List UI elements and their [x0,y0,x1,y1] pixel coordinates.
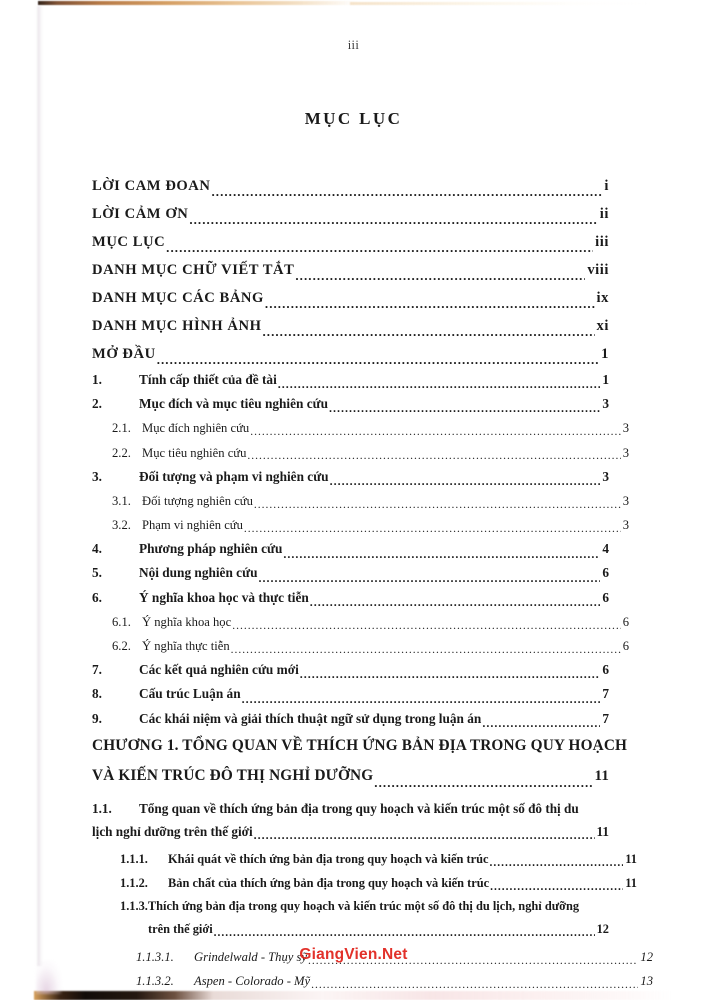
toc-entry-page: 3 [602,468,609,484]
toc-entry-number: 2. [92,396,102,412]
toc-entry-9[interactable] [92,707,609,731]
toc-entry-page: 3 [622,421,629,436]
leader-dots [311,980,638,992]
table-of-contents [92,172,653,994]
toc-entry-loi-cam-doan[interactable] [92,172,609,200]
toc-entry-page: 6 [622,614,629,629]
leader-dots [231,645,621,657]
toc-entry-number: 2.1. [112,421,131,436]
toc-entry-page: ix [596,290,609,306]
toc-entry-label: Tính cấp thiết của đề tài [139,371,277,387]
page-number: iii [347,38,360,52]
toc-entry-page: 11 [596,823,609,839]
toc-entry-page: 12 [640,950,653,965]
toc-entry-page: i [604,178,609,194]
leader-dots [490,882,623,894]
toc-entry-number: 3. [92,468,102,484]
toc-entry-page: iii [595,234,609,250]
toc-entry-label: Mục đích và mục tiêu nghiên cứu [139,396,328,412]
toc-entry-5[interactable] [92,562,609,586]
toc-entry-label: Phạm vi nghiên cứu [142,518,243,533]
leader-dots [244,524,621,536]
toc-entry-1[interactable] [92,368,609,392]
toc-entry-label: Bản chất của thích ứng bản địa trong quy hoạch và kiến trúc [168,875,490,890]
toc-entry-label: DANH MỤC CHỮ VIẾT TẮT [92,262,295,278]
leader-dots [310,596,601,608]
scan-edge-left-artifact [36,6,43,966]
toc-entry-loi-cam-on[interactable] [92,200,609,228]
toc-entry-1-1[interactable] [92,797,609,843]
toc-entry-page: 11 [594,767,609,784]
leader-dots [242,693,601,705]
leader-dots [330,475,601,487]
toc-entry-number: 2.2. [112,445,131,460]
toc-entry-label: MỞ ĐẦU [92,346,156,362]
toc-entry-label: Các khái niệm và giải thích thuật ngữ sử dụng trong luận án [139,710,482,726]
toc-entry-number: 9. [92,710,102,726]
site-watermark: GiangVien.Net [299,946,408,963]
leader-dots [258,572,600,584]
toc-entry-label: Đối tượng nghiên cứu [142,493,253,508]
leader-dots [482,717,600,729]
leader-dots [283,548,600,560]
toc-entry-label: Khái quát về thích ứng bản địa trong quy hoạch và kiến trúc [168,851,489,866]
toc-entry-label: DANH MỤC CÁC BẢNG [92,290,264,306]
toc-entry-muc-luc[interactable] [92,228,609,256]
chapter-heading-line-1: CHƯƠNG 1. TỔNG QUAN VỀ THÍCH ỨNG BẢN ĐỊA TRONG QUY HOẠCH [92,736,628,754]
leader-dots [300,668,601,680]
toc-entry-label: Ý nghĩa khoa học và thực tiễn [139,589,309,605]
toc-entry-2-1[interactable] [92,416,629,440]
toc-entry-page: 3 [622,445,629,460]
toc-entry-4[interactable] [92,537,609,561]
leader-dots [265,297,595,310]
leader-dots [232,621,621,633]
toc-entry-danh-muc-hinh-anh[interactable] [92,312,609,340]
toc-entry-number: 3.1. [112,493,131,508]
toc-entry-page: 11 [625,851,637,866]
page-title: MỤC LỤC [304,109,403,128]
toc-entry-number: 5. [92,565,102,581]
toc-entry-6-1[interactable] [92,610,629,634]
chapter-heading-line-2: VÀ KIẾN TRÚC ĐÔ THỊ NGHỈ DƯỠNG [92,766,374,784]
toc-entry-label: Các kết quả nghiên cứu mới [139,662,299,678]
leader-dots [374,776,592,789]
toc-entry-page: 3 [622,518,629,533]
toc-entry-page: ii [599,206,609,222]
leader-dots [254,500,621,512]
toc-entry-label-line-2: lịch nghỉ dưỡng trên thế giới [92,823,253,839]
leader-dots [157,353,599,366]
toc-entry-page: 11 [625,875,637,890]
toc-entry-number: 6.2. [112,639,131,654]
toc-entry-page: 1 [601,346,609,362]
toc-entry-page: 7 [602,686,609,702]
toc-entry-page: xi [596,318,609,334]
scan-corner-bottom-left-artifact [36,960,62,994]
toc-entry-label: Grindelwald - Thụy sỹ [194,950,307,965]
toc-entry-page: 6 [602,565,609,581]
toc-entry-page: 6 [602,662,609,678]
toc-entry-mo-dau[interactable] [92,340,609,368]
toc-entry-6[interactable] [92,586,609,610]
toc-entry-number: 1.1.3. [120,899,148,914]
toc-entry-danh-muc-chu-viet-tat[interactable] [92,256,609,284]
leader-dots [250,427,621,439]
scan-edge-top-fade-artifact [350,2,650,5]
toc-entry-page: 7 [602,710,609,726]
toc-entry-label-line-1: Thích ứng bản địa trong quy hoạch và kiến trúc một số đô thị du lịch, nghỉ dưỡng [147,899,580,914]
leader-dots [278,378,601,390]
toc-entry-number: 4. [92,541,102,557]
toc-entry-danh-muc-cac-bang[interactable] [92,284,609,312]
toc-entry-number: 1.1.2. [120,875,148,890]
toc-entry-label: Cấu trúc Luận án [139,686,241,702]
toc-entry-label: LỜI CẢM ƠN [92,206,189,222]
leader-dots [489,858,623,870]
toc-entry-label-line-1: Tổng quan về thích ứng bản địa trong quy hoạch và kiến trúc một số đô thị du [139,800,579,816]
toc-entry-number: 8. [92,686,102,702]
leader-dots [247,451,620,463]
toc-entry-7[interactable] [92,658,609,682]
leader-dots [329,402,600,414]
toc-entry-label: Mục tiêu nghiên cứu [142,445,247,460]
toc-entry-label-line-2: trên thế giới [148,922,213,937]
toc-entry-3[interactable] [92,465,609,489]
toc-entry-label: DANH MỤC HÌNH ẢNH [92,318,262,334]
leader-dots [214,928,595,940]
toc-entry-1-1-2[interactable] [92,871,637,895]
toc-entry-page: 3 [602,396,609,412]
toc-entry-number: 1.1.1. [120,851,148,866]
toc-entry-3-1[interactable] [92,489,629,513]
scan-edge-top-artifact [38,1,358,5]
leader-dots [189,213,597,226]
toc-entry-page: 3 [622,493,629,508]
toc-entry-page: 6 [602,589,609,605]
toc-entry-label: Ý nghĩa khoa học [142,614,232,629]
toc-entry-page: 6 [622,639,629,654]
leader-dots [295,269,585,282]
toc-entry-1-1-1[interactable] [92,847,637,871]
toc-entry-label: Phương pháp nghiên cứu [139,541,283,557]
toc-entry-label: Đối tượng và phạm vi nghiên cứu [139,468,329,484]
toc-entry-label: Aspen - Colorado - Mỹ [194,974,311,989]
toc-entry-number: 1. [92,371,102,387]
toc-entry-page: 13 [640,974,653,989]
toc-entry-page: 4 [602,541,609,557]
toc-entry-label: MỤC LỤC [92,234,166,250]
toc-entry-page: 1 [602,371,609,387]
toc-entry-3-2[interactable] [92,513,629,537]
leader-dots [254,829,595,841]
toc-entry-6-2[interactable] [92,634,629,658]
toc-entry-1-1-3[interactable] [92,895,609,941]
toc-entry-8[interactable] [92,682,609,706]
toc-entry-number: 1.1. [92,800,112,816]
toc-entry-label: Mục đích nghiên cứu [142,421,250,436]
toc-entry-page: viii [587,262,609,278]
toc-entry-number: 6.1. [112,614,131,629]
toc-entry-number: 1.1.3.2. [136,974,174,989]
toc-entry-1-1-3-2[interactable] [92,969,653,993]
toc-entry-number: 7. [92,662,102,678]
leader-dots [262,325,594,338]
toc-entry-label: Nội dung nghiên cứu [139,565,258,581]
leader-dots [211,185,602,198]
toc-entry-2-2[interactable] [92,441,629,465]
toc-entry-chapter-1[interactable] [92,731,628,791]
toc-entry-number: 3.2. [112,518,131,533]
toc-entry-label: LỜI CAM ĐOAN [92,178,211,194]
toc-entry-page: 12 [596,922,609,937]
toc-entry-number: 1.1.3.1. [136,950,174,965]
leader-dots [166,241,593,254]
toc-entry-2[interactable] [92,392,609,416]
toc-entry-number: 6. [92,589,102,605]
toc-entry-label: Ý nghĩa thực tiễn [142,639,230,654]
